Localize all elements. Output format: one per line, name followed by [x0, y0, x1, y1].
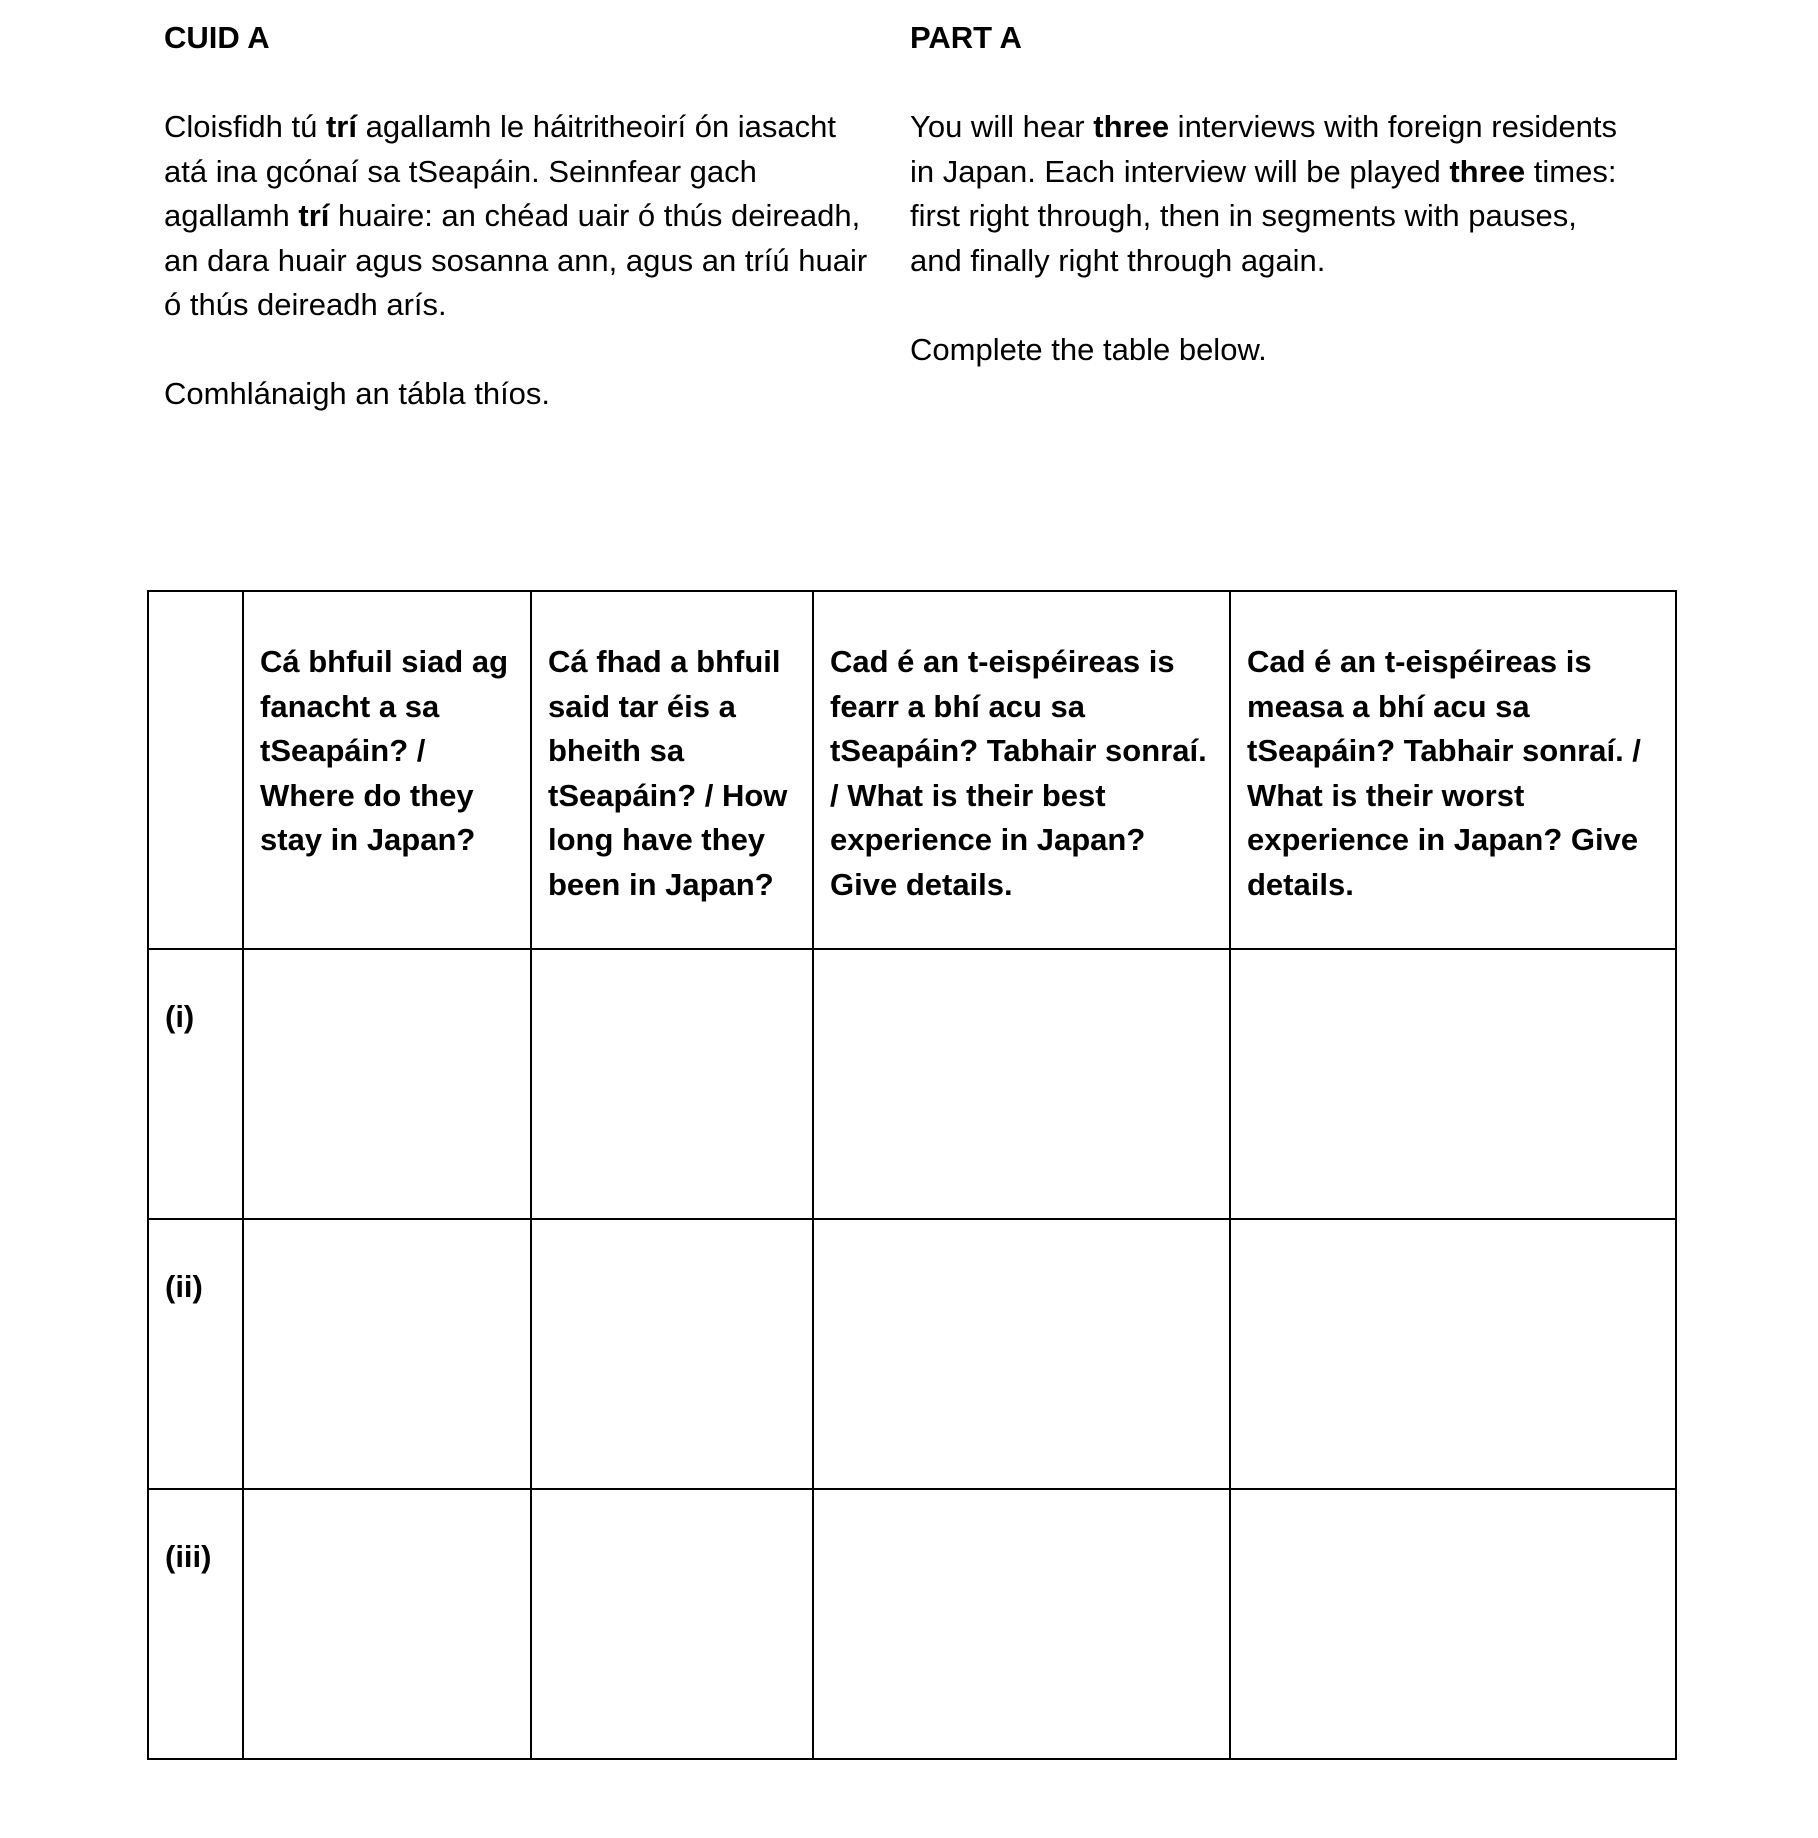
irish-column — [164, 16, 884, 417]
english-column — [910, 16, 1630, 372]
answer-cell-worst-experience[interactable] — [1230, 1219, 1676, 1489]
header-cell-how-long: Cá fhad a bhfuil said tar éis a bheith sa tSeapáin? / How long have they been in Japan? — [531, 591, 813, 949]
answer-cell-worst-experience[interactable] — [1230, 1489, 1676, 1759]
header-cell-blank — [148, 591, 243, 949]
row-label: (iii) — [148, 1489, 243, 1759]
answer-cell-best-experience[interactable] — [813, 1489, 1230, 1759]
table-header-row — [148, 591, 1676, 949]
answer-cell-worst-experience[interactable] — [1230, 949, 1676, 1219]
answer-cell-how-long[interactable] — [531, 1219, 813, 1489]
irish-intro: Cloisfidh tú trí agallamh le háitritheoirí ón iasacht atá ina gcónaí sa tSeapáin. Seinnfear gach agallamh trí huaire: an chéad uair ó thús deireadh, an dara huair agus sosanna ann, agus an tríú huair ó thús deireadh arís. — [164, 109, 868, 322]
header-cell-where: Cá bhfuil siad ag fanacht a sa tSeapáin? / Where do they stay in Japan? — [243, 591, 531, 949]
answer-cell-best-experience[interactable] — [813, 1219, 1230, 1489]
english-intro: You will hear three interviews with foreign residents in Japan. Each interview will be played three times: first right through, then in segments with pauses, and finally right through again. — [910, 109, 1618, 278]
answer-cell-where[interactable] — [243, 1219, 531, 1489]
english-heading: PART A — [910, 20, 1022, 55]
answer-table — [147, 590, 1677, 1760]
answer-cell-where[interactable] — [243, 949, 531, 1219]
header-cell-best-experience: Cad é an t-eispéireas is fearr a bhí acu sa tSeapáin? Tabhair sonraí. / What is their best experience in Japan? Give details. — [813, 591, 1230, 949]
header-cell-worst-experience: Cad é an t-eispéireas is measa a bhí acu sa tSeapáin? Tabhair sonraí. / What is their worst experience in Japan? Give details. — [1230, 591, 1676, 949]
irish-heading: CUID A — [164, 20, 270, 55]
answer-cell-best-experience[interactable] — [813, 949, 1230, 1219]
table-row — [148, 1489, 1676, 1759]
table-row — [148, 1219, 1676, 1489]
answer-cell-where[interactable] — [243, 1489, 531, 1759]
irish-instruction: Comhlánaigh an tábla thíos. — [164, 376, 551, 411]
table-row — [148, 949, 1676, 1219]
row-label: (ii) — [148, 1219, 243, 1489]
english-instruction: Complete the table below. — [910, 331, 1267, 367]
answer-cell-how-long[interactable] — [531, 1489, 813, 1759]
row-label: (i) — [148, 949, 243, 1219]
answer-cell-how-long[interactable] — [531, 949, 813, 1219]
